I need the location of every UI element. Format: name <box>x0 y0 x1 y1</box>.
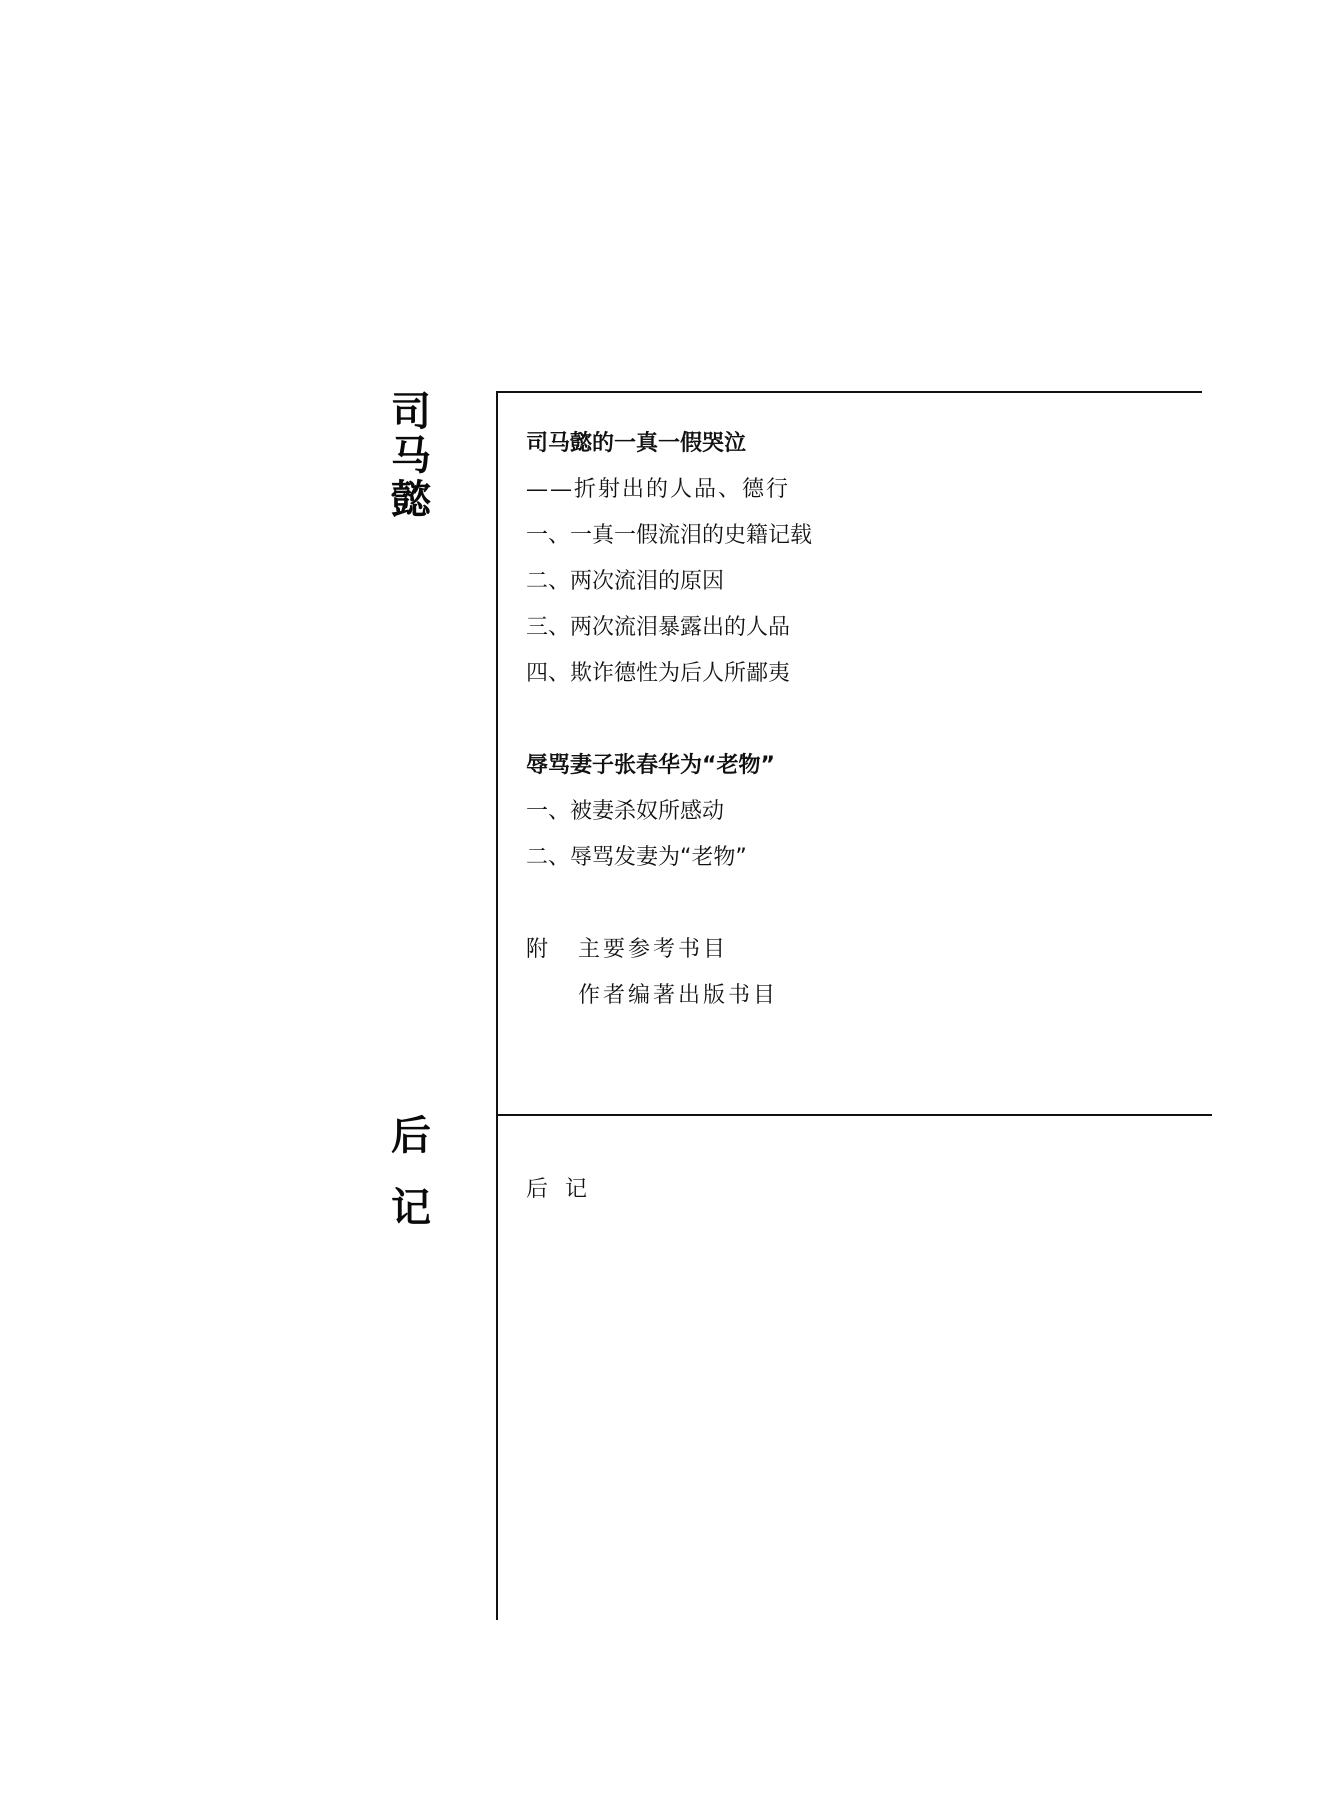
vertical-rule <box>496 392 498 1620</box>
afterword-entry[interactable]: 后 记 <box>526 1177 588 1202</box>
appendix-item[interactable]: 作者编著出版书目 <box>578 983 779 1008</box>
appendix-label: 附 <box>526 937 549 962</box>
top-rule <box>496 391 1202 393</box>
chapter-title[interactable]: 司马懿的一真一假哭泣 <box>526 431 747 456</box>
side-title-char: 懿 <box>391 476 431 523</box>
toc-item[interactable]: 二、两次流泪的原因 <box>526 569 725 594</box>
toc-item[interactable]: 一、被妻杀奴所感动 <box>526 799 725 824</box>
side-title-char: 司 <box>391 388 431 435</box>
chapter-title[interactable]: 辱骂妻子张春华为“老物” <box>526 753 775 778</box>
side-title-char: 记 <box>391 1184 431 1231</box>
toc-item[interactable]: 四、欺诈德性为后人所鄙夷 <box>526 661 791 686</box>
side-title-afterword <box>386 1112 436 1260</box>
side-title-char: 马 <box>391 432 431 479</box>
toc-item[interactable]: 一、一真一假流泪的史籍记载 <box>526 523 813 548</box>
chapter-subtitle: ——折射出的人品、德行 <box>526 477 791 502</box>
side-title-sima-yi <box>386 388 436 524</box>
toc-item[interactable]: 二、辱骂发妻为“老物” <box>526 845 747 870</box>
side-title-char: 后 <box>391 1112 431 1159</box>
toc-item[interactable]: 三、两次流泪暴露出的人品 <box>526 615 791 640</box>
section-divider-rule <box>496 1114 1212 1116</box>
appendix-item[interactable]: 主要参考书目 <box>578 937 729 962</box>
